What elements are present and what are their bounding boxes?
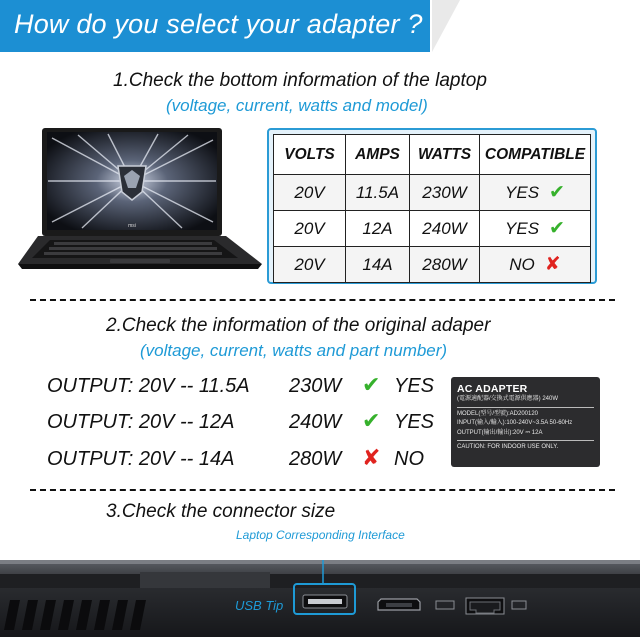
table-row (274, 175, 591, 211)
step1-subheading: (voltage, current, watts and model) (166, 96, 428, 115)
adapter-line: MODEL(型号/型號):AD200120 (457, 410, 539, 417)
column-header-compatible: COMPATIBLE (480, 135, 591, 175)
laptop-image (18, 126, 262, 272)
cell-compatible (480, 247, 591, 283)
adapter-line: INPUT(输入/輸入):100-240V~3.5A 50-60Hz (457, 420, 573, 426)
compatible-value: NO (509, 255, 535, 274)
cell-amps: 14A (346, 247, 410, 283)
cell-volts: 20V (274, 175, 346, 211)
output-verdict: YES (394, 375, 435, 397)
cell-volts: 20V (274, 247, 346, 283)
output-watts: 280W (289, 448, 342, 470)
banner-stripe (432, 0, 460, 52)
adapter-rule (457, 440, 594, 441)
adapter-line: (電源適配器/交換式電源供應器) 240W (457, 396, 559, 402)
table-row (274, 247, 591, 283)
ac-adapter-label (451, 377, 600, 467)
table-row (274, 211, 591, 247)
compatible-value: YES (505, 219, 540, 238)
adapter-rule (457, 407, 594, 408)
cell-volts: 20V (274, 211, 346, 247)
interface-label: Laptop Corresponding Interface (236, 528, 405, 542)
step2-subheading: (voltage, current, watts and part number) (140, 341, 448, 360)
column-header-amps: AMPS (346, 135, 410, 175)
cell-watts: 280W (410, 247, 480, 283)
cell-amps: 12A (346, 211, 410, 247)
laptop-side-panel (0, 560, 640, 637)
check-icon: ✔ (549, 182, 565, 203)
usb-tip-label: USB Tip (235, 598, 284, 613)
cell-watts: 240W (410, 211, 480, 247)
cell-compatible (480, 211, 591, 247)
cross-icon: ✘ (544, 254, 561, 275)
check-icon: ✔ (362, 372, 381, 397)
header-banner (0, 0, 640, 52)
compatible-value: YES (505, 183, 540, 202)
column-header-volts: VOLTS (274, 135, 346, 175)
output-watts: 230W (289, 375, 342, 397)
table-header-row (274, 135, 591, 175)
adapter-line: CAUTION: FOR INDOOR USE ONLY. (457, 444, 559, 450)
output-spec: OUTPUT: 20V -- 12A (47, 411, 235, 433)
check-icon: ✔ (549, 218, 565, 239)
output-verdict: YES (394, 411, 435, 433)
column-header-watts: WATTS (410, 135, 480, 175)
compatibility-table-frame (267, 128, 597, 284)
output-verdict: NO (394, 448, 424, 470)
section-divider (30, 489, 615, 491)
cell-amps: 11.5A (346, 175, 410, 211)
compatibility-table (273, 134, 591, 283)
output-spec: OUTPUT: 20V -- 11.5A (47, 375, 250, 397)
cross-icon: ✘ (362, 445, 381, 470)
svg-text:msi: msi (128, 223, 136, 229)
step1-heading: 1.Check the bottom information of the laptop (113, 70, 487, 91)
cell-watts: 230W (410, 175, 480, 211)
step3-heading: 3.Check the connector size (106, 501, 336, 522)
cell-compatible (480, 175, 591, 211)
output-spec: OUTPUT: 20V -- 14A (47, 448, 235, 470)
adapter-line: OUTPUT(输出/輸出):20V ⎓ 12A (457, 429, 543, 436)
section-divider (30, 299, 615, 301)
output-watts: 240W (289, 411, 342, 433)
step2-heading: 2.Check the information of the original adaper (106, 315, 491, 336)
check-icon: ✔ (362, 408, 381, 433)
page-title: How do you select your adapter ? (14, 9, 423, 39)
adapter-title: AC ADAPTER (457, 383, 528, 395)
